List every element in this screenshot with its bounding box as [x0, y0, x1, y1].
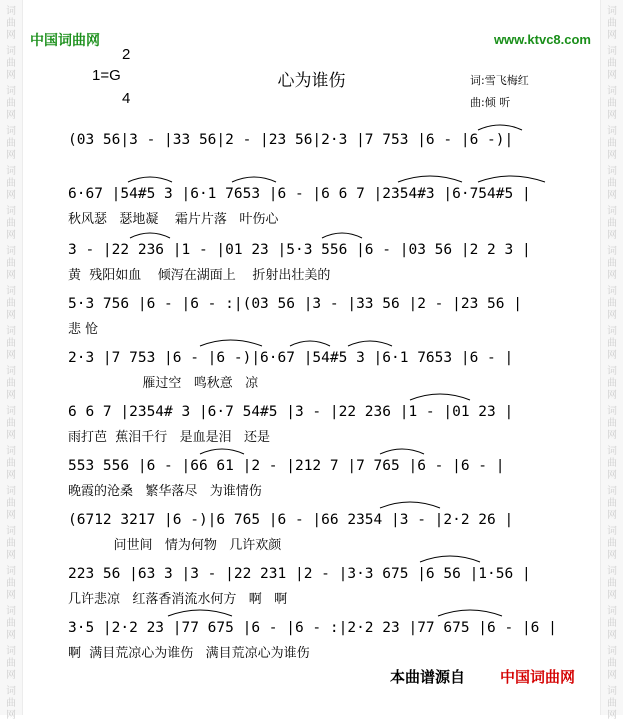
watermark-glyph: 曲: [607, 458, 617, 469]
watermark-glyph: 词: [6, 86, 16, 97]
watermark-glyph: 词: [6, 166, 16, 177]
watermark-glyph: 曲: [6, 338, 16, 349]
watermark-glyph: 网: [6, 430, 16, 441]
watermark-glyph: 网: [607, 190, 617, 201]
watermark-glyph: 曲: [607, 618, 617, 629]
watermark-glyph: 词: [6, 46, 16, 57]
watermark-glyph: 词: [607, 126, 617, 137]
watermark-glyph: 曲: [607, 138, 617, 149]
watermark-glyph: 网: [607, 70, 617, 81]
watermark-glyph: 网: [607, 230, 617, 241]
watermark-glyph: 曲: [6, 618, 16, 629]
watermark-glyph: 网: [6, 590, 16, 601]
site-url[interactable]: www.ktvc8.com: [493, 32, 591, 47]
watermark-glyph: 网: [6, 230, 16, 241]
watermark-glyph: 曲: [6, 418, 16, 429]
watermark-glyph: 词: [607, 406, 617, 417]
watermark-glyph: 网: [6, 150, 16, 161]
watermark-glyph: 词: [607, 446, 617, 457]
watermark-glyph: 网: [6, 270, 16, 281]
watermark-glyph: 网: [607, 590, 617, 601]
watermark-glyph: 曲: [607, 218, 617, 229]
watermark-glyph: 曲: [6, 258, 16, 269]
footer-source-label: 本曲谱源自: [390, 668, 466, 686]
watermark-glyph: 曲: [607, 258, 617, 269]
watermark-glyph: 网: [6, 350, 16, 361]
notation-line: 3·5 |2·2 23 |77 675 |6 - |6 - :|2·2 23 |77 675 |6 - |6 |: [68, 620, 557, 636]
lyricist-credit: 词:雪飞梅红: [470, 74, 529, 87]
watermark-glyph: 词: [607, 326, 617, 337]
watermark-glyph: 词: [607, 366, 617, 377]
watermark-glyph: 曲: [6, 658, 16, 669]
watermark-glyph: 词: [6, 446, 16, 457]
site-name-left[interactable]: 中国词曲网: [30, 33, 100, 49]
watermark-glyph: 网: [607, 30, 617, 41]
time-signature-top: 2: [122, 46, 131, 63]
watermark-glyph: 网: [6, 470, 16, 481]
watermark-glyph: 词: [607, 6, 617, 17]
notation-line: 2·3 |7 753 |6 - |6 -)|6·67 |54#5 3 |6·1 7653 |6 - |: [68, 350, 514, 366]
watermark-glyph: 词: [6, 126, 16, 137]
watermark-glyph: 曲: [607, 298, 617, 309]
watermark-glyph: 网: [607, 630, 617, 641]
watermark-glyph: 网: [607, 110, 617, 121]
watermark-glyph: 曲: [6, 578, 16, 589]
watermark-glyph: 词: [6, 206, 16, 217]
watermark-glyph: 网: [607, 270, 617, 281]
watermark-glyph: 曲: [607, 338, 617, 349]
watermark-glyph: 曲: [607, 538, 617, 549]
notation-line: 6 6 7 |2354# 3 |6·7 54#5 |3 - |22 236 |1 - |01 23 |: [68, 404, 514, 420]
watermark-glyph: 网: [6, 310, 16, 321]
watermark-glyph: 词: [607, 526, 617, 537]
watermark-glyph: 网: [607, 310, 617, 321]
watermark-glyph: 网: [6, 710, 16, 721]
watermark-glyph: 曲: [6, 98, 16, 109]
watermark-glyph: 网: [6, 30, 16, 41]
watermark-glyph: 网: [6, 190, 16, 201]
watermark-glyph: 曲: [6, 538, 16, 549]
watermark-glyph: 网: [607, 670, 617, 681]
lyric-line: 雨打芭 蕉泪千行 是血是泪 还是: [68, 430, 271, 445]
watermark-glyph: 词: [607, 206, 617, 217]
watermark-glyph: 网: [607, 550, 617, 561]
watermark-glyph: 词: [607, 286, 617, 297]
watermark-glyph: 曲: [6, 458, 16, 469]
notation-line: (03 56|3 - |33 56|2 - |23 56|2·3 |7 753 |6 - |6 -)|: [68, 132, 514, 148]
watermark-glyph: 曲: [607, 658, 617, 669]
watermark-glyph: 网: [607, 150, 617, 161]
watermark-glyph: 词: [6, 6, 16, 17]
notation-line: (6712 3217 |6 -)|6 765 |6 - |66 2354 |3 - |2·2 26 |: [68, 512, 514, 528]
watermark-glyph: 曲: [6, 178, 16, 189]
watermark-glyph: 网: [6, 70, 16, 81]
lyric-line: 啊 满目荒凉心为谁伤 满目荒凉心为谁伤: [68, 646, 310, 661]
watermark-glyph: 网: [6, 510, 16, 521]
watermark-glyph: 曲: [6, 298, 16, 309]
notation-line: 6·67 |54#5 3 |6·1 7653 |6 - |6 6 7 |2354#3 |6·754#5 |: [68, 186, 531, 202]
lyric-line: 雁过空 鸣秋意 凉: [68, 376, 259, 391]
watermark-glyph: 网: [6, 390, 16, 401]
watermark-glyph: 词: [6, 406, 16, 417]
watermark-glyph: 词: [607, 246, 617, 257]
watermark-glyph: 曲: [607, 498, 617, 509]
watermark-glyph: 词: [607, 566, 617, 577]
watermark-glyph: 词: [607, 646, 617, 657]
lyric-line: 几许悲凉 红落香消流水何方 啊 啊: [68, 592, 288, 607]
watermark-glyph: 网: [607, 470, 617, 481]
footer-site-name[interactable]: 中国词曲网: [500, 668, 576, 686]
lyric-line: 黄 残阳如血 倾泻在湖面上 折射出壮美的: [68, 268, 331, 283]
watermark-glyph: 曲: [607, 58, 617, 69]
watermark-glyph: 词: [607, 166, 617, 177]
watermark-glyph: 词: [6, 566, 16, 577]
time-signature-bottom: 4: [122, 90, 131, 107]
watermark-glyph: 词: [607, 686, 617, 697]
watermark-glyph: 曲: [6, 378, 16, 389]
watermark-glyph: 词: [607, 46, 617, 57]
lyric-line: 问世间 情为何物 几许欢颜: [68, 538, 282, 553]
watermark-glyph: 曲: [607, 418, 617, 429]
watermark-glyph: 词: [6, 486, 16, 497]
watermark-glyph: 网: [6, 110, 16, 121]
watermark-glyph: 词: [6, 686, 16, 697]
watermark-glyph: 词: [607, 86, 617, 97]
watermark-glyph: 词: [6, 366, 16, 377]
watermark-glyph: 曲: [607, 98, 617, 109]
composer-credit: 曲:倾 听: [470, 96, 511, 109]
notation-line: 553 556 |6 - |66 61 |2 - |212 7 |7 765 |6 - |6 - |: [68, 458, 505, 474]
watermark-glyph: 网: [6, 550, 16, 561]
watermark-glyph: 曲: [6, 138, 16, 149]
watermark-glyph: 曲: [6, 58, 16, 69]
watermark-glyph: 网: [607, 390, 617, 401]
watermark-glyph: 曲: [607, 178, 617, 189]
watermark-glyph: 词: [607, 486, 617, 497]
watermark-glyph: 网: [607, 350, 617, 361]
watermark-glyph: 曲: [6, 698, 16, 709]
watermark-glyph: 词: [607, 606, 617, 617]
watermark-glyph: 词: [6, 286, 16, 297]
lyric-line: 秋风瑟 瑟地凝 霜片片落 叶伤心: [68, 212, 279, 227]
watermark-glyph: 词: [6, 246, 16, 257]
watermark-glyph: 网: [6, 670, 16, 681]
watermark-glyph: 网: [607, 430, 617, 441]
watermark-glyph: 曲: [6, 498, 16, 509]
watermark-glyph: 网: [607, 710, 617, 721]
watermark-glyph: 网: [607, 510, 617, 521]
lyric-line: 悲 怆: [68, 322, 99, 337]
lyric-line: 晚霞的沧桑 繁华落尽 为谁情伤: [68, 484, 262, 499]
watermark-glyph: 网: [6, 630, 16, 641]
notation-line: 3 - |22 236 |1 - |01 23 |5·3 556 |6 - |03 56 |2 2 3 |: [68, 242, 531, 258]
watermark-glyph: 曲: [607, 378, 617, 389]
watermark-glyph: 曲: [6, 18, 16, 29]
watermark-glyph: 词: [6, 526, 16, 537]
credits: [470, 70, 529, 114]
watermark-glyph: 词: [6, 646, 16, 657]
song-title: 心为谁伤: [277, 71, 346, 91]
notation-line: 5·3 756 |6 - |6 - :|(03 56 |3 - |33 56 |2 - |23 56 |: [68, 296, 522, 312]
watermark-glyph: 词: [6, 326, 16, 337]
key-label: 1=G: [92, 67, 121, 84]
watermark-glyph: 词: [6, 606, 16, 617]
watermark-glyph: 曲: [6, 218, 16, 229]
watermark-glyph: 曲: [607, 18, 617, 29]
watermark-glyph: 曲: [607, 698, 617, 709]
watermark-glyph: 曲: [607, 578, 617, 589]
notation-line: 223 56 |63 3 |3 - |22 231 |2 - |3·3 675 |6 56 |1·56 |: [68, 566, 531, 582]
